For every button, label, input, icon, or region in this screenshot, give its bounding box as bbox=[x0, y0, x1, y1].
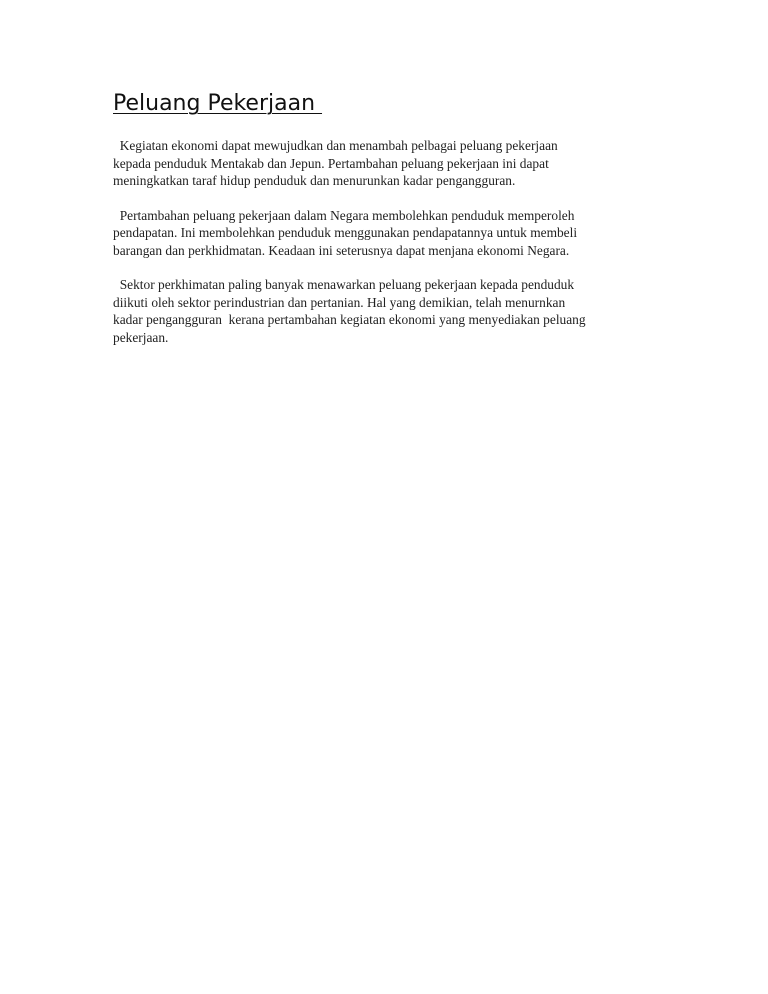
paragraph-line: pekerjaan. bbox=[113, 329, 169, 345]
paragraph-line: kadar pengangguran kerana pertambahan kegiatan ekonomi yang menyediakan peluang bbox=[113, 312, 586, 327]
paragraph-line: barangan dan perkhidmatan. Keadaan ini seterusnya dapat menjana ekonomi Negara. bbox=[113, 242, 570, 258]
paragraph-line: diikuti oleh sektor perindustrian dan pertanian. Hal yang demikian, telah menurnkan bbox=[113, 294, 566, 310]
document-body bbox=[113, 137, 658, 363]
paragraph-1 bbox=[113, 137, 658, 190]
paragraph-line: meningkatkan taraf hidup penduduk dan menurunkan kadar pengangguran. bbox=[113, 173, 516, 188]
paragraph-line: Pertambahan peluang pekerjaan dalam Negara membolehkan penduduk memperoleh bbox=[113, 207, 575, 223]
document-title: Peluang Pekerjaan bbox=[113, 91, 323, 116]
paragraph-line: Kegiatan ekonomi dapat mewujudkan dan menambah pelbagai peluang pekerjaan bbox=[113, 138, 558, 153]
paragraph-line: pendapatan. Ini membolehkan penduduk menggunakan pendapatannya untuk membeli bbox=[113, 225, 578, 240]
paragraph-3 bbox=[113, 276, 658, 346]
paragraph-line: kepada penduduk Mentakab dan Jepun. Pertambahan peluang pekerjaan ini dapat bbox=[113, 155, 549, 171]
paragraph-2 bbox=[113, 207, 658, 260]
paragraph-line: Sektor perkhimatan paling banyak menawarkan peluang pekerjaan kepada penduduk bbox=[113, 277, 575, 292]
